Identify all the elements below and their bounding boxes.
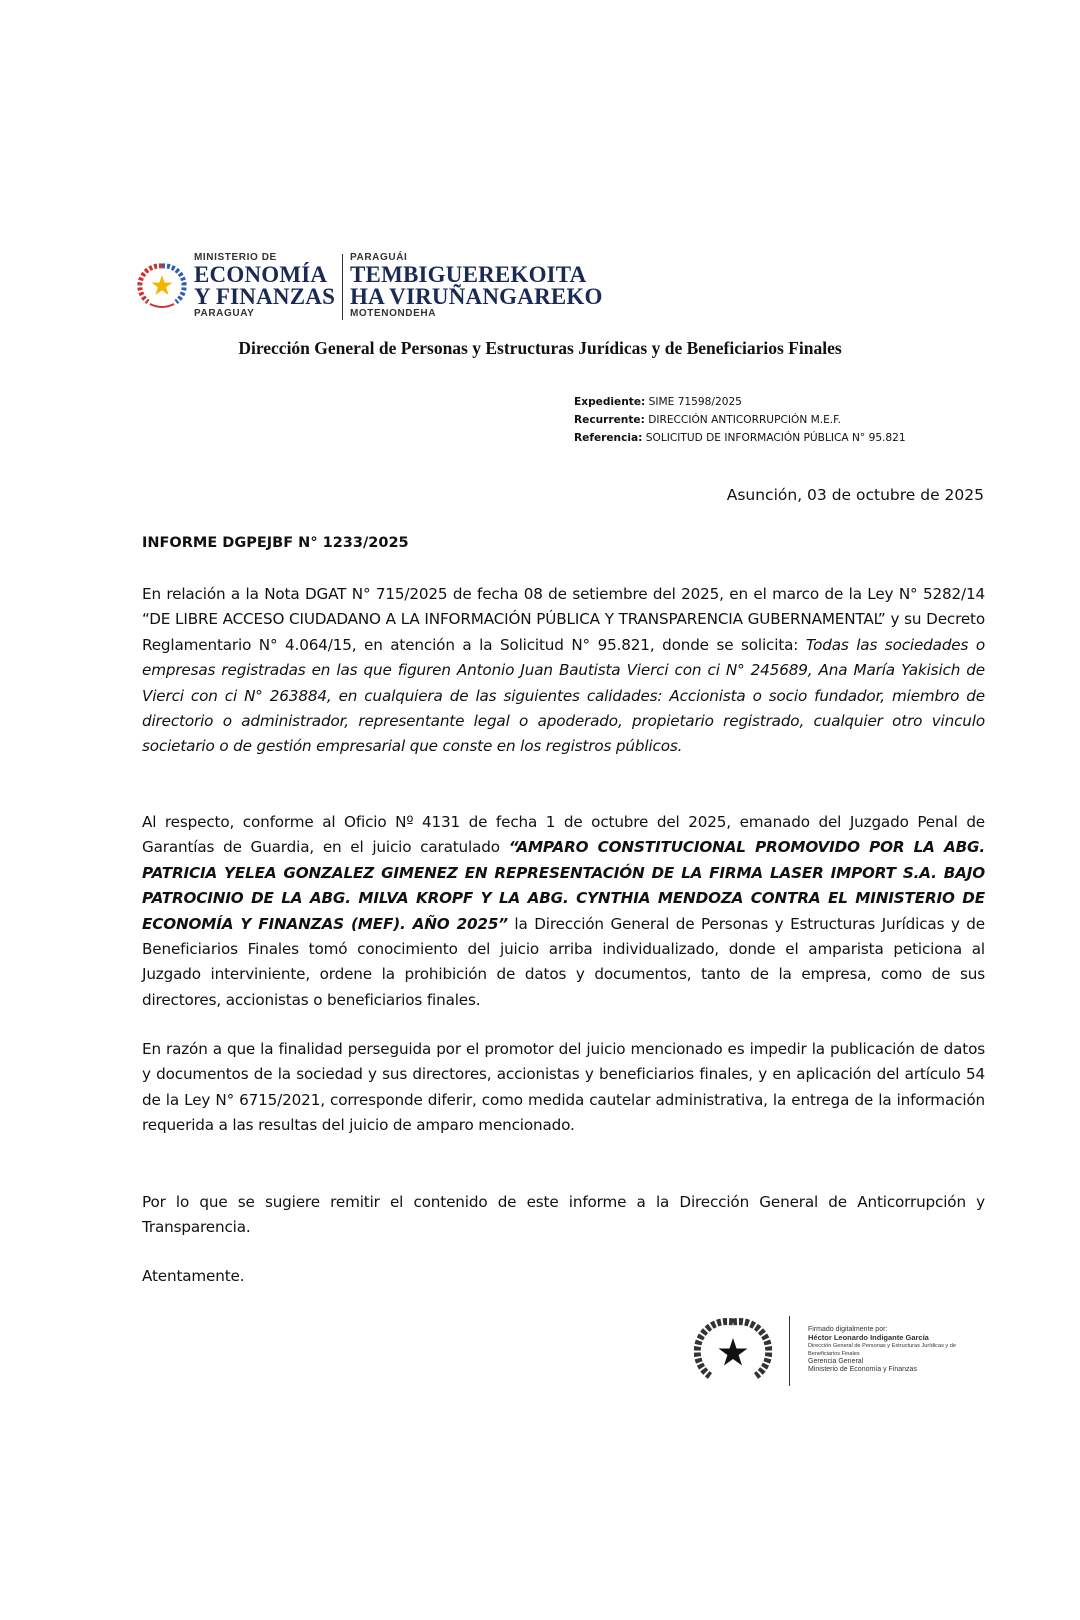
- informe-title: INFORME DGPEJBF N° 1233/2025: [142, 535, 409, 551]
- signer-dept-line2: Beneficiarios Finales: [808, 1351, 860, 1357]
- reference-block: [574, 393, 906, 447]
- paragraph-2-case-title: “AMPARO CONSTITUCIONAL PROMOVIDO POR LA ABG. PATRICIA YELEA GONZALEZ GIMENEZ EN REPRESENTACIÓN DE LA FIRMA LASER IMPORT S.A. BAJO PATROCINIO DE LA ABG. MILVA KROPF Y LA ABG. CYNTHIA MENDOZA CONTRA EL MINISTERIO DE ECONOMÍA Y FINANZAS (MEF). AÑO 2025”: [142, 838, 985, 933]
- expediente-value: SIME 71598/2025: [648, 396, 742, 408]
- signer-name: Héctor Leonardo Indigante García: [808, 1333, 929, 1342]
- ministry-name-line2: Y FINANZAS: [194, 284, 336, 309]
- paragraph-2: [142, 810, 985, 1013]
- paragraph-1-request-quote: Todas las sociedades o empresas registradas en las que figuren Antonio Juan Bautista Vierci con ci N° 245689, Ana María Yakisich de Vierci con ci N° 263884, en cualquiera de las siguientes calidades: Accionista o socio fundador, miembro de directorio o administrador, representante legal o apoderado, propietario registrado, cualquier otro vinculo societario o de gestión empresarial que conste en los registros públicos.: [142, 635, 985, 756]
- expediente-line: [574, 393, 906, 411]
- recurrente-line: [574, 411, 906, 429]
- signed-by-label: Firmado digitalmente por:: [808, 1326, 888, 1333]
- document-date: Asunción, 03 de octubre de 2025: [726, 486, 984, 504]
- paraguay-emblem-icon: [136, 260, 188, 312]
- signer-role: Gerencia General: [808, 1358, 864, 1365]
- recurrente-label: Recurrente:: [574, 414, 645, 426]
- signature-divider: [789, 1316, 790, 1386]
- expediente-label: Expediente:: [574, 396, 646, 408]
- signer-dept-line1: Dirección General de Personas y Estructuras Jurídicas y de: [808, 1343, 956, 1349]
- department-title: Dirección General de Personas y Estructuras Jurídicas y de Beneficiarios Finales: [238, 338, 842, 358]
- logo-divider: [342, 254, 343, 320]
- signature-text: [808, 1326, 956, 1374]
- referencia-label: Referencia:: [574, 432, 643, 444]
- paragraph-3: En razón a que la finalidad perseguida por el promotor del juicio mencionado es impedir la publicación de datos y documentos de la sociedad y sus directores, accionistas y beneficiarios finales, y en aplicación del artículo 54 de la Ley N° 6715/2021, corresponde diferir, como medida cautelar administrativa, la entrega de la información requerida a las resultas del juicio de amparo mencionado.: [142, 1040, 985, 1135]
- referencia-line: [574, 429, 906, 447]
- paragraph-2-text-b: la Dirección General de Personas y Estructuras Jurídicas y de Beneficiarios Finales tomó conocimiento del juicio arriba individualizado, donde el amparista peticiona al Juzgado interviniente, ordene la prohibición de datos y documentos, tanto de la empresa, como de sus directores, accionistas o beneficiarios finales.: [142, 914, 985, 1009]
- guarani-prefix: PARAGUÁI: [350, 252, 408, 263]
- closing: Atentamente.: [142, 1267, 245, 1285]
- guarani-suffix: MOTENONDEHA: [350, 308, 437, 319]
- paragraph-2-text-a: Al respecto, conforme al Oficio Nº 4131 de fecha 1 de octubre del 2025, emanado del Juzgado Penal de Garantías de Guardia, en el juicio caratulado: [142, 813, 985, 857]
- recurrente-value: DIRECCIÓN ANTICORRUPCIÓN M.E.F.: [648, 414, 841, 426]
- guarani-name-line2: HA VIRUÑANGAREKO: [350, 284, 603, 309]
- signer-ministry: Ministerio de Economía y Finanzas: [808, 1366, 917, 1373]
- guarani-name-line1: TEMBIGUEREKOITA: [350, 262, 587, 287]
- ministry-name-line1: ECONOMÍA: [194, 262, 328, 287]
- ministry-prefix: MINISTERIO DE: [194, 252, 277, 263]
- paragraph-1-text: En relación a la Nota DGAT N° 715/2025 de fecha 08 de setiembre del 2025, en el marco de la Ley N° 5282/14 “DE LIBRE ACCESO CIUDADANO A LA INFORMACIÓN PÚBLICA Y TRANSPARENCIA GUBERNAMENTAL” y su Decreto Reglamentario N° 4.064/15, en atención a la Solicitud N° 95.821, donde se solicita:: [142, 585, 985, 654]
- signature-emblem-icon: [694, 1316, 772, 1388]
- paragraph-1: [142, 582, 985, 760]
- ministry-country: PARAGUAY: [194, 308, 255, 319]
- paragraph-4: Por lo que se sugiere remitir el contenido de este informe a la Dirección General de Anticorrupción y Transparencia.: [142, 1193, 985, 1237]
- digital-signature: [694, 1316, 994, 1388]
- referencia-value: SOLICITUD DE INFORMACIÓN PÚBLICA N° 95.821: [645, 432, 906, 444]
